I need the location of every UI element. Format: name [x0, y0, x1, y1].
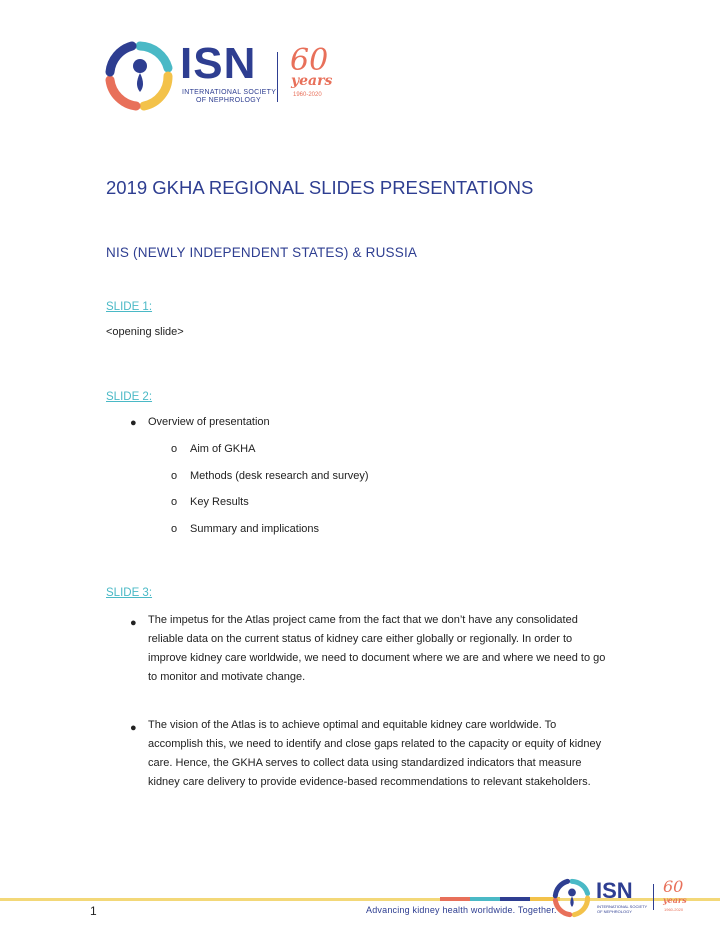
- sub-bullet-circle-icon: o: [171, 470, 178, 482]
- slide2-bullet: Overview of presentation: [148, 416, 270, 428]
- sub-bullet-circle-icon: o: [171, 523, 178, 535]
- slide2-heading: SLIDE 2:: [106, 391, 153, 403]
- logo-divider: [277, 52, 278, 102]
- anniversary-number: 60: [290, 43, 329, 78]
- sub-bullet-circle-icon: o: [171, 496, 178, 508]
- footer-anniversary-range: 1960-2020: [664, 907, 684, 912]
- footer-anniversary-word: years: [663, 895, 687, 905]
- footer-logo-isn-text: ISN: [596, 878, 633, 903]
- footer-logo-divider: [653, 884, 654, 910]
- slide2-item: Key Results: [190, 496, 249, 508]
- footer-tagline: Advancing kidney health worldwide. Together.: [366, 905, 557, 915]
- footer-isn-emblem-icon: [552, 878, 592, 918]
- isn-logo-emblem-icon: [104, 40, 176, 112]
- anniversary-range: 1960-2020: [293, 92, 322, 98]
- bullet-dot-icon: ●: [130, 617, 137, 629]
- slide3-paragraph-2: The vision of the Atlas is to achieve optimal and equitable kidney care worldwide. To accomplish this, we need to identify and close gaps related to the capacity or equity of kidney care. Hence, the GKHA serves to collect data using standardized indicators that measure kidney care delivery to provide evidence-based recommendations to relevant stakeholders.: [148, 719, 602, 788]
- logo-isn-text: ISN: [180, 39, 257, 88]
- slide2-item: Methods (desk research and survey): [190, 470, 369, 482]
- anniversary-word: years: [291, 73, 333, 89]
- footer-anniversary-number: 60: [663, 877, 684, 896]
- document-title: 2019 GKHA REGIONAL SLIDES PRESENTATIONS: [106, 177, 534, 198]
- document-subtitle: NIS (NEWLY INDEPENDENT STATES) & RUSSIA: [106, 245, 418, 260]
- slide3-heading: SLIDE 3:: [106, 587, 153, 599]
- page-number: 1: [90, 904, 97, 918]
- slide2-item: Summary and implications: [190, 523, 319, 535]
- slide2-item: Aim of GKHA: [190, 443, 256, 455]
- bullet-dot-icon: ●: [130, 722, 137, 734]
- footer-color-bar-icon: [440, 897, 560, 901]
- footer-logo-society-name: INTERNATIONAL SOCIETY OF NEPHROLOGY: [597, 904, 648, 914]
- sub-bullet-circle-icon: o: [171, 443, 178, 455]
- slide1-text: <opening slide>: [106, 326, 184, 338]
- slide3-paragraph-1: The impetus for the Atlas project came from the fact that we don’t have any consolidated reliable data on the current status of kidney care either globally or regionally. In order to improve kidney care worldwide, we need to document where we are and where we need to go to monitor and motivate change.: [148, 614, 606, 683]
- slide1-heading: SLIDE 1:: [106, 301, 153, 313]
- logo-society-name: INTERNATIONAL SOCIETY OF NEPHROLOGY: [182, 89, 277, 104]
- bullet-dot-icon: ●: [130, 417, 137, 429]
